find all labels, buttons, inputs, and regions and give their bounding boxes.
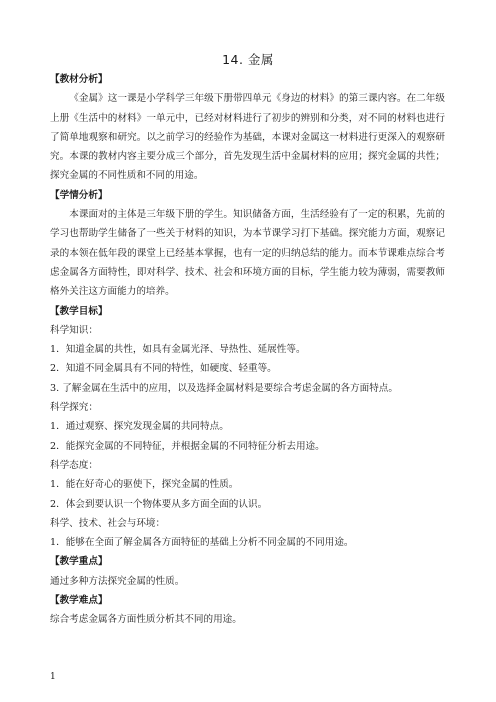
paragraph-textbook-analysis: 《金属》这一课是小学科学三年级下册带四单元《身边的材料》的第三课内容。在二年级上册《生活中的材料》一单元中，已经对材料进行了初步的辨别和分类，对不同的材料也进行了简单地观察和研究。以之前学习的经验作为基础，本课对金属这一材料进行更深入的观察研究。本课的教材内容主要分成三个部分，首先发现生活中金属材料的应用；探究金属的共性；探究金属的不同性质和不同的用途。 [50,93,445,182]
document-title: 14. 金属 [222,52,274,67]
heading-teaching-goals: 【教学目标】 [50,305,108,317]
heading-difficulties: 【教学难点】 [50,595,108,607]
goal-label-attitude: 科学态度： [50,459,98,471]
key-points-text: 通过多种方法探究金属的性质。 [50,575,185,587]
goal-item: 1．能够在全面了解金属各方面特征的基础上分析不同金属的不同用途。 [50,537,354,549]
page-number: 1 [50,672,56,682]
document-body [50,70,445,630]
goal-item: 3. 了解金属在生活中的应用，以及选择金属材料是要综合考虑金属的各方面特点。 [50,382,398,394]
difficulties-text: 综合考虑金属各方面性质分析其不同的用途。 [50,614,242,626]
goal-item: 2．体会到要认识一个物体要从多方面全面的认识。 [50,498,268,510]
goal-item: 1．知道金属的共性，如具有金属光泽、导热性、延展性等。 [50,344,306,356]
goal-item: 1．能在好奇心的驱使下，探究金属的性质。 [50,479,239,491]
goal-label-knowledge: 科学知识： [50,324,98,336]
paragraph-student-analysis: 本课面对的主体是三年级下册的学生。知识储备方面，生活经验有了一定的积累，先前的学习也帮助学生储备了一些关于材料的知识，为本节课学习打下基础。探究能力方面，观察记录的本领在低年段的课堂上已经基本掌握，也有一定的归纳总结的能力。而本节课难点综合考虑金属各方面特性，即对科学、技术、社会和环境方面的目标，学生能力较为薄弱，需要教师格外关注这方面能力的培养。 [50,209,445,298]
goal-item: 2．能探究金属的不同特征，并根据金属的不同特征分析去用途。 [50,440,325,452]
goal-label-stse: 科学、技术、社会与环境： [50,517,166,529]
heading-textbook-analysis: 【教材分析】 [50,74,108,85]
goal-item: 1．通过观察、探究发现金属的共同特点。 [50,421,229,433]
heading-key-points: 【教学重点】 [50,556,108,568]
goal-item: 2．知道不同金属具有不同的特性，如硬度、轻重等。 [50,363,277,375]
heading-student-analysis: 【学情分析】 [50,189,108,201]
goal-label-inquiry: 科学探究： [50,402,98,414]
